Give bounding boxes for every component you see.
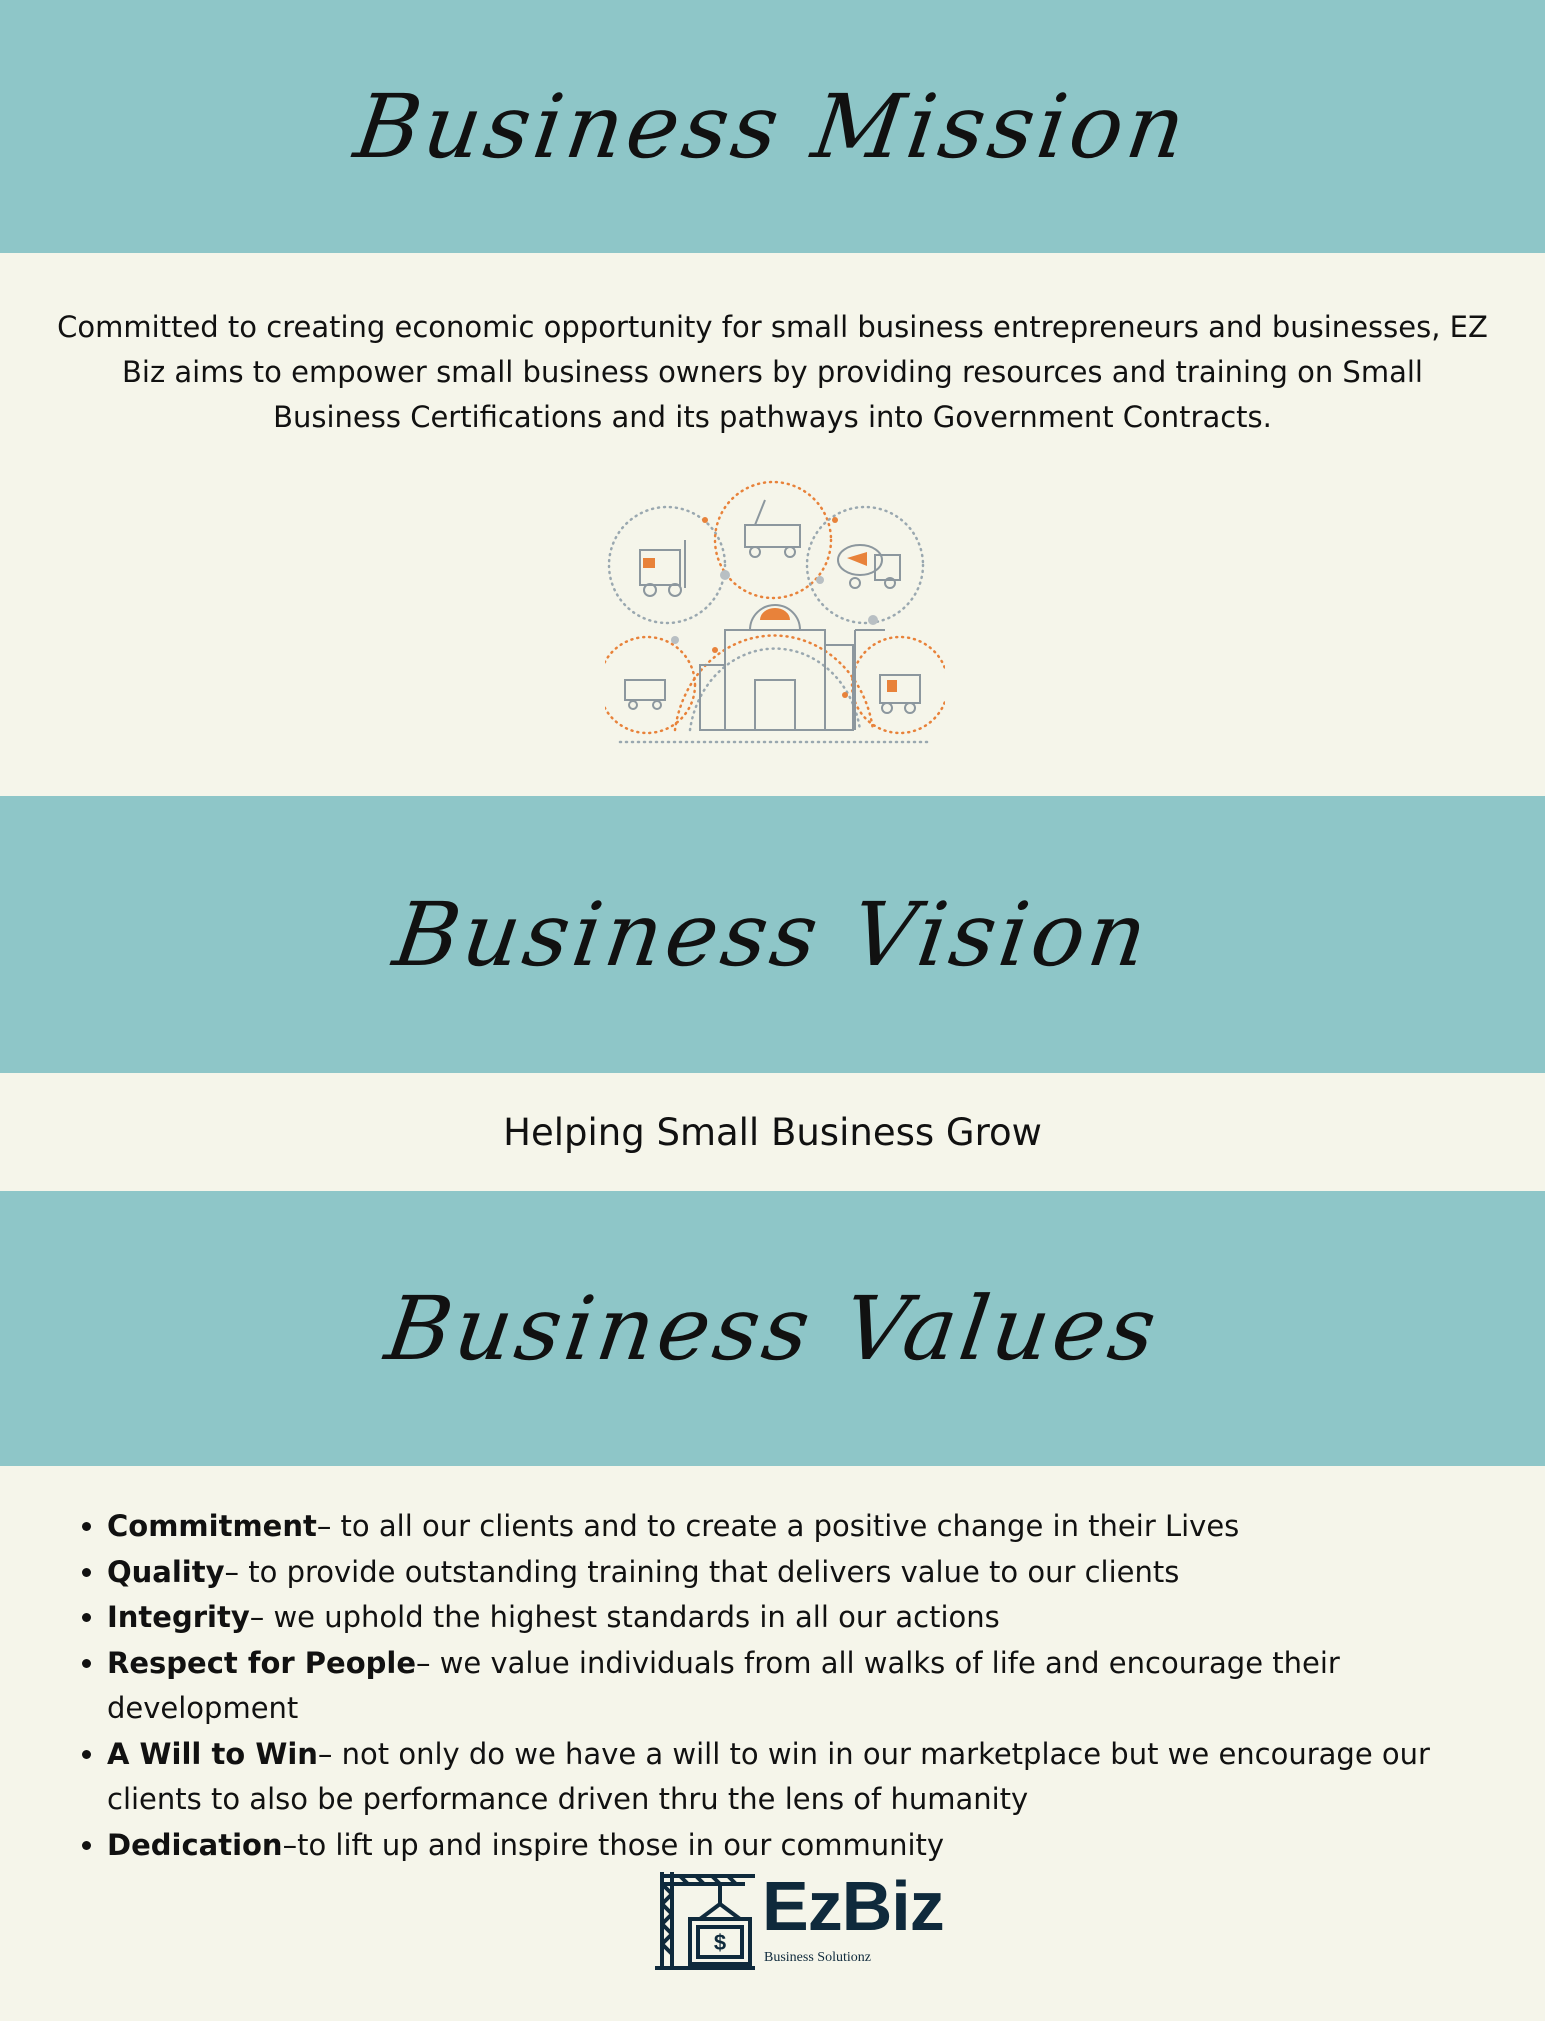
values-header-band [0,1191,1545,1466]
list-item [107,1823,1527,1869]
list-item [107,1641,1527,1732]
value-term: Integrity [107,1600,250,1634]
vision-title: Business Vision [387,883,1158,986]
logo-tagline: Business Solutionz [764,1950,871,1965]
mission-title: Business Mission [349,75,1196,178]
values-list [75,1504,1527,1868]
city-construction-illustration [605,480,945,750]
value-desc: –to lift up and inspire those in our community [282,1827,945,1862]
values-title: Business Values [379,1277,1166,1380]
vision-header-band [0,796,1545,1073]
value-desc: – we value individuals from all walks of life and encourage their development [107,1645,1340,1725]
vision-section [0,1073,1545,1191]
value-desc: – not only do we have a will to win in our marketplace but we encourage our clients to also be performance driven thru the lens of humanity [107,1736,1430,1816]
values-section [0,1466,1545,2021]
mission-header-band [0,0,1545,253]
vision-text: Helping Small Business Grow [503,1110,1042,1154]
value-term: Quality [107,1554,225,1589]
list-item [107,1504,1527,1550]
value-desc: – to all our clients and to create a positive change in their Lives [316,1509,1240,1543]
value-desc: – we uphold the highest standards in all our actions [249,1600,1000,1634]
ezbiz-logo [650,1864,960,1974]
value-desc: – to provide outstanding training that delivers value to our clients [224,1554,1180,1589]
value-term: Dedication [107,1827,283,1862]
value-term: Commitment [107,1509,317,1543]
svg-text:$: $ [713,1930,727,1955]
crane-icon [650,1864,760,1974]
list-item [107,1732,1527,1823]
value-term: Respect for People [107,1645,416,1680]
list-item [107,1550,1527,1596]
logo-wordmark: EzBiz [762,1867,944,1945]
mission-text: Committed to creating economic opportunity for small business entrepreneurs and businesses, EZ Biz aims to empower small business owners by providing resources and training on Small Business Certifications and its pathways into Government Contracts. [57,310,1488,434]
list-item [107,1595,1527,1641]
value-term: A Will to Win [107,1736,318,1771]
